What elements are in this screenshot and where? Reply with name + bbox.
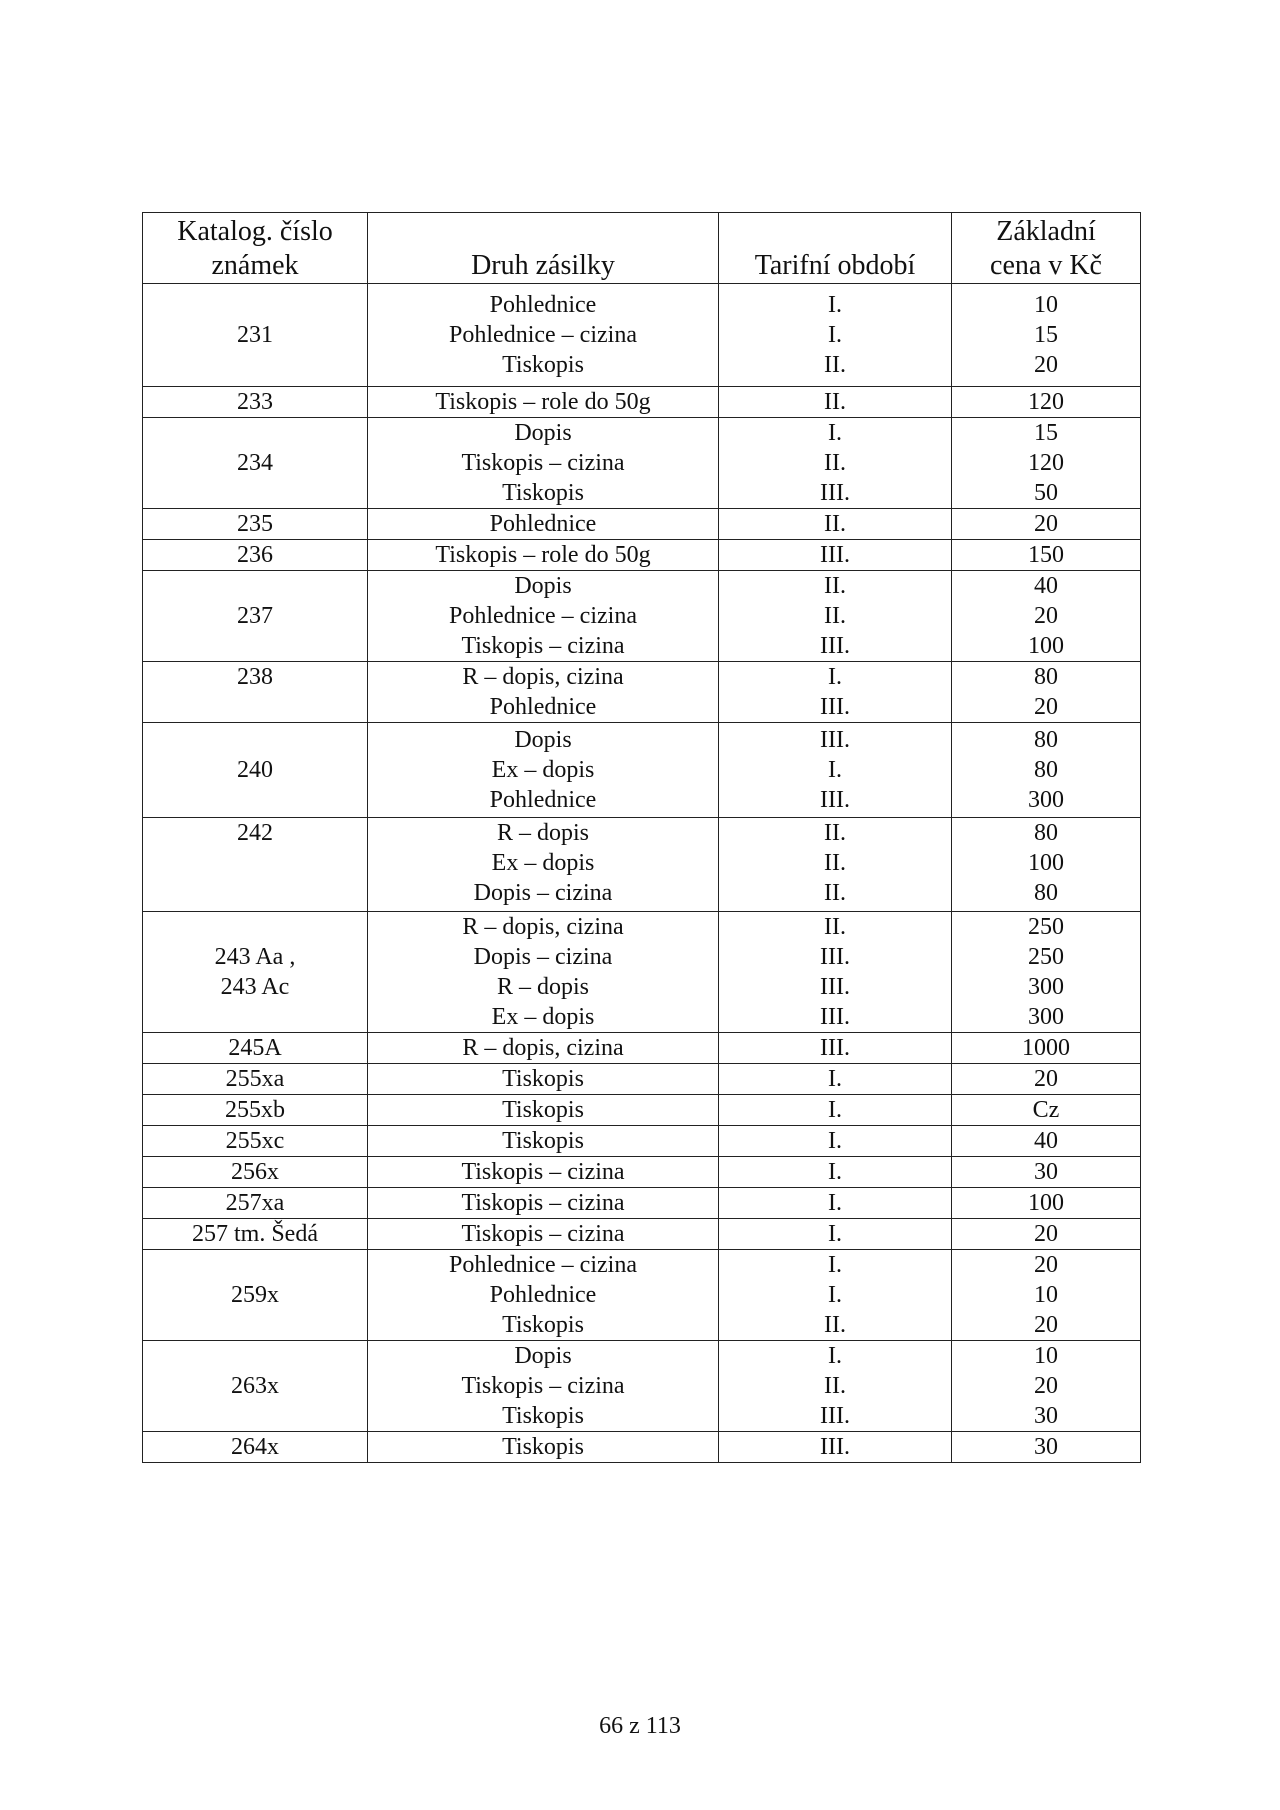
shipment-type-cell-line: Ex – dopis	[491, 757, 595, 783]
shipment-type-cell-line: Pohlednice – cizina	[449, 1252, 637, 1278]
base-price-cell	[952, 1341, 1141, 1432]
tariff-period-cell-line: II.	[824, 352, 846, 378]
tariff-period-cell	[719, 1341, 952, 1432]
table-row	[143, 912, 1141, 1033]
shipment-type-cell-line: Tiskopis	[502, 480, 584, 506]
tariff-period-cell	[719, 418, 952, 509]
tariff-period-cell-line: I.	[828, 420, 842, 446]
base-price-cell-line: 80	[1034, 664, 1058, 690]
shipment-type-cell-line: R – dopis, cizina	[462, 914, 624, 940]
shipment-type-cell	[368, 1341, 719, 1432]
shipment-type-cell-line: Tiskopis	[502, 1312, 584, 1338]
base-price-cell-line: 300	[1028, 1004, 1064, 1030]
base-price-cell-line: 10	[1034, 1282, 1058, 1308]
base-price-cell	[952, 818, 1141, 912]
catalog-number-cell-line: 257 tm. Šedá	[192, 1221, 318, 1247]
tariff-period-cell-line: III.	[820, 974, 850, 1000]
shipment-type-cell	[368, 1188, 719, 1219]
base-price-cell-line: 20	[1034, 1221, 1058, 1247]
shipment-type-cell-line: Pohlednice – cizina	[449, 603, 637, 629]
shipment-type-cell-line: Pohlednice	[489, 694, 597, 720]
shipment-type-cell-line: Tiskopis – cizina	[461, 450, 625, 476]
catalog-number-cell-line: 238	[237, 664, 273, 690]
catalog-number-cell-line: 245A	[228, 1035, 282, 1061]
shipment-type-cell	[368, 912, 719, 1033]
tariff-period-cell	[719, 571, 952, 662]
tariff-period-cell-line: III.	[820, 1434, 850, 1460]
base-price-cell-line: 80	[1034, 757, 1058, 783]
catalog-number-cell-line: 256x	[231, 1159, 279, 1185]
shipment-type-cell-line: Tiskopis	[502, 352, 584, 378]
table-row	[143, 571, 1141, 662]
base-price-cell	[952, 387, 1141, 418]
table-row	[143, 1126, 1141, 1157]
shipment-type-cell	[368, 1432, 719, 1463]
base-price-cell-line: 20	[1034, 1312, 1058, 1338]
shipment-type-cell-line: Tiskopis – cizina	[461, 1190, 625, 1216]
shipment-type-cell-line: Pohlednice	[489, 787, 597, 813]
header-catalog-number: Katalog. číslo známek	[143, 213, 368, 284]
tariff-period-cell-line: III.	[820, 727, 850, 753]
tariff-period-cell-line: II.	[824, 511, 846, 537]
base-price-cell	[952, 1064, 1141, 1095]
tariff-period-cell	[719, 1064, 952, 1095]
tariff-period-cell	[719, 662, 952, 723]
base-price-cell	[952, 1157, 1141, 1188]
tariff-period-cell-line: II.	[824, 603, 846, 629]
base-price-cell-line: 120	[1028, 450, 1064, 476]
shipment-type-cell-line: Tiskopis	[502, 1097, 584, 1123]
shipment-type-cell-line: Pohlednice	[489, 1282, 597, 1308]
shipment-type-cell-line: R – dopis	[496, 820, 589, 846]
base-price-cell-line: 1000	[1022, 1035, 1070, 1061]
tariff-period-cell	[719, 723, 952, 818]
base-price-cell-line: 10	[1034, 292, 1058, 318]
shipment-type-cell-line: Dopis – cizina	[473, 880, 613, 906]
tariff-period-cell-line: II.	[824, 389, 846, 415]
tariff-period-cell-line: III.	[820, 633, 850, 659]
base-price-cell	[952, 1432, 1141, 1463]
catalog-number-cell	[143, 912, 368, 1033]
tariff-period-cell-line: I.	[828, 1343, 842, 1369]
base-price-cell	[952, 540, 1141, 571]
base-price-cell-line: 15	[1034, 420, 1058, 446]
tariff-period-cell	[719, 1432, 952, 1463]
tariff-period-cell-line: I.	[828, 757, 842, 783]
shipment-type-cell-line: Dopis	[514, 573, 572, 599]
shipment-type-cell-line: Tiskopis – cizina	[461, 633, 625, 659]
shipment-type-cell-line: Tiskopis – role do 50g	[435, 542, 651, 568]
catalog-number-cell-line: 231	[237, 322, 273, 348]
tariff-period-cell-line: I.	[828, 1190, 842, 1216]
tariff-period-cell-line: II.	[824, 820, 846, 846]
table-row	[143, 509, 1141, 540]
catalog-number-cell	[143, 1250, 368, 1341]
table-row	[143, 1432, 1141, 1463]
catalog-number-cell	[143, 818, 368, 912]
shipment-type-cell	[368, 818, 719, 912]
catalog-number-cell	[143, 1095, 368, 1126]
header-shipment-type: Druh zásilky	[368, 213, 719, 284]
tariff-period-cell-line: III.	[820, 1035, 850, 1061]
shipment-type-cell-line: Tiskopis	[502, 1403, 584, 1429]
header-base-price: Základní cena v Kč	[952, 213, 1141, 284]
catalog-number-cell	[143, 418, 368, 509]
tariff-period-cell-line: I.	[828, 1282, 842, 1308]
tariff-period-cell	[719, 818, 952, 912]
shipment-type-cell-line: Pohlednice	[489, 511, 597, 537]
table-row	[143, 1064, 1141, 1095]
catalog-number-cell	[143, 387, 368, 418]
table-row	[143, 818, 1141, 912]
catalog-number-cell-line: 234	[237, 450, 273, 476]
tariff-period-cell-line: I.	[828, 664, 842, 690]
catalog-number-cell-line: 237	[237, 603, 273, 629]
catalog-number-cell	[143, 1432, 368, 1463]
shipment-type-cell-line: R – dopis, cizina	[462, 1035, 624, 1061]
tariff-period-cell-line: I.	[828, 1066, 842, 1092]
tariff-period-cell-line: I.	[828, 292, 842, 318]
table-row	[143, 387, 1141, 418]
catalog-number-cell	[143, 509, 368, 540]
shipment-type-cell-line: R – dopis, cizina	[462, 664, 624, 690]
tariff-period-cell	[719, 1188, 952, 1219]
base-price-cell-line: 30	[1034, 1403, 1058, 1429]
catalog-number-cell	[143, 1157, 368, 1188]
base-price-cell-line: 100	[1028, 633, 1064, 659]
base-price-cell-line: 10	[1034, 1343, 1058, 1369]
table-row	[143, 418, 1141, 509]
catalog-number-cell-line: 243 Ac	[220, 974, 290, 1000]
tariff-period-cell	[719, 1033, 952, 1064]
table-row	[143, 1157, 1141, 1188]
catalog-number-cell-line: 233	[237, 389, 273, 415]
base-price-cell-line: 40	[1034, 1128, 1058, 1154]
tariff-period-cell	[719, 284, 952, 387]
shipment-type-cell	[368, 284, 719, 387]
tariff-period-cell-line: III.	[820, 1004, 850, 1030]
shipment-type-cell-line: Dopis	[514, 727, 572, 753]
catalog-number-cell	[143, 723, 368, 818]
shipment-type-cell	[368, 723, 719, 818]
base-price-cell-line: 20	[1034, 511, 1058, 537]
page-number: 66 z 113	[599, 1713, 681, 1739]
catalog-number-cell	[143, 662, 368, 723]
catalog-number-cell-line: 255xb	[225, 1097, 285, 1123]
base-price-cell-line: 20	[1034, 352, 1058, 378]
catalog-number-cell	[143, 1064, 368, 1095]
catalog-number-cell	[143, 1126, 368, 1157]
tariff-period-cell-line: III.	[820, 1403, 850, 1429]
catalog-number-cell-line: 264x	[231, 1434, 279, 1460]
base-price-cell-line: 300	[1028, 787, 1064, 813]
base-price-cell	[952, 509, 1141, 540]
catalog-number-cell	[143, 284, 368, 387]
shipment-type-cell	[368, 1064, 719, 1095]
table-row	[143, 284, 1141, 387]
tariff-period-cell	[719, 387, 952, 418]
table-row	[143, 1219, 1141, 1250]
shipment-type-cell-line: Dopis	[514, 1343, 572, 1369]
shipment-type-cell-line: Dopis – cizina	[473, 944, 613, 970]
tariff-period-cell	[719, 540, 952, 571]
base-price-cell-line: 20	[1034, 694, 1058, 720]
tariff-period-cell-line: II.	[824, 914, 846, 940]
base-price-cell	[952, 1095, 1141, 1126]
shipment-type-cell-line: Ex – dopis	[491, 850, 595, 876]
base-price-cell	[952, 912, 1141, 1033]
base-price-cell	[952, 571, 1141, 662]
catalog-number-cell-line: 242	[237, 820, 273, 846]
shipment-type-cell-line: Tiskopis – cizina	[461, 1373, 625, 1399]
base-price-cell-line: 100	[1028, 1190, 1064, 1216]
shipment-type-cell	[368, 1250, 719, 1341]
base-price-cell-line: 15	[1034, 322, 1058, 348]
tariff-period-cell-line: III.	[820, 694, 850, 720]
table-row	[143, 1033, 1141, 1064]
shipment-type-cell	[368, 1219, 719, 1250]
base-price-cell-line: 250	[1028, 944, 1064, 970]
shipment-type-cell-line: Pohlednice – cizina	[449, 322, 637, 348]
catalog-number-cell-line: 236	[237, 542, 273, 568]
shipment-type-cell	[368, 571, 719, 662]
base-price-cell-line: 250	[1028, 914, 1064, 940]
tariff-period-cell	[719, 1095, 952, 1126]
tariff-period-cell-line: I.	[828, 1221, 842, 1247]
base-price-cell-line: 150	[1028, 542, 1064, 568]
catalog-number-cell-line: 235	[237, 511, 273, 537]
base-price-cell	[952, 284, 1141, 387]
tariff-period-cell-line: III.	[820, 787, 850, 813]
shipment-type-cell	[368, 1157, 719, 1188]
tariff-period-cell-line: I.	[828, 1252, 842, 1278]
base-price-cell-line: Cz	[1032, 1097, 1060, 1123]
shipment-type-cell-line: Ex – dopis	[491, 1004, 595, 1030]
shipment-type-cell-line: Tiskopis	[502, 1128, 584, 1154]
catalog-number-cell-line: 255xc	[225, 1128, 285, 1154]
base-price-cell-line: 20	[1034, 1373, 1058, 1399]
table-row	[143, 1188, 1141, 1219]
base-price-cell	[952, 723, 1141, 818]
catalog-number-cell-line: 259x	[231, 1282, 279, 1308]
shipment-type-cell-line: Pohlednice	[489, 292, 597, 318]
catalog-number-cell-line: 263x	[231, 1373, 279, 1399]
catalog-number-cell	[143, 540, 368, 571]
tariff-period-cell-line: I.	[828, 322, 842, 348]
base-price-cell-line: 30	[1034, 1159, 1058, 1185]
catalog-number-cell-line: 257xa	[225, 1190, 285, 1216]
base-price-cell-line: 20	[1034, 603, 1058, 629]
base-price-cell-line: 120	[1028, 389, 1064, 415]
catalog-number-cell	[143, 1188, 368, 1219]
table-row	[143, 1250, 1141, 1341]
base-price-cell-line: 80	[1034, 880, 1058, 906]
shipment-type-cell	[368, 662, 719, 723]
tariff-period-cell-line: III.	[820, 944, 850, 970]
base-price-cell	[952, 1250, 1141, 1341]
tariff-period-cell	[719, 1219, 952, 1250]
base-price-cell-line: 50	[1034, 480, 1058, 506]
base-price-cell	[952, 1188, 1141, 1219]
base-price-cell-line: 100	[1028, 850, 1064, 876]
shipment-type-cell	[368, 540, 719, 571]
tariff-period-cell	[719, 1250, 952, 1341]
catalog-number-cell	[143, 1219, 368, 1250]
base-price-cell	[952, 1219, 1141, 1250]
shipment-type-cell-line: Tiskopis	[502, 1066, 584, 1092]
tariff-period-cell-line: III.	[820, 542, 850, 568]
catalog-table	[142, 212, 1141, 1463]
shipment-type-cell-line: Tiskopis – cizina	[461, 1221, 625, 1247]
base-price-cell	[952, 1033, 1141, 1064]
tariff-period-cell-line: II.	[824, 573, 846, 599]
header-tariff-period: Tarifní období	[719, 213, 952, 284]
tariff-period-cell-line: II.	[824, 850, 846, 876]
base-price-cell-line: 80	[1034, 820, 1058, 846]
shipment-type-cell	[368, 1126, 719, 1157]
tariff-period-cell-line: II.	[824, 1312, 846, 1338]
tariff-period-cell-line: I.	[828, 1159, 842, 1185]
header-row	[143, 213, 1141, 284]
tariff-period-cell	[719, 1126, 952, 1157]
table-header	[143, 213, 1141, 284]
shipment-type-cell	[368, 418, 719, 509]
table-row	[143, 1341, 1141, 1432]
table-row	[143, 662, 1141, 723]
catalog-number-cell-line: 240	[237, 757, 273, 783]
base-price-cell-line: 30	[1034, 1434, 1058, 1460]
shipment-type-cell-line: Dopis	[514, 420, 572, 446]
catalog-number-cell	[143, 1033, 368, 1064]
tariff-period-cell	[719, 509, 952, 540]
shipment-type-cell	[368, 509, 719, 540]
tariff-period-cell-line: I.	[828, 1128, 842, 1154]
shipment-type-cell	[368, 1095, 719, 1126]
tariff-period-cell-line: II.	[824, 1373, 846, 1399]
catalog-number-cell-line: 243 Aa ,	[214, 944, 296, 970]
catalog-number-cell	[143, 1341, 368, 1432]
table-row	[143, 1095, 1141, 1126]
tariff-period-cell-line: III.	[820, 480, 850, 506]
table-body	[143, 284, 1141, 1463]
shipment-type-cell-line: Tiskopis	[502, 1434, 584, 1460]
tariff-period-cell-line: I.	[828, 1097, 842, 1123]
tariff-period-cell	[719, 1157, 952, 1188]
table-row	[143, 723, 1141, 818]
base-price-cell	[952, 662, 1141, 723]
shipment-type-cell	[368, 387, 719, 418]
shipment-type-cell	[368, 1033, 719, 1064]
shipment-type-cell-line: R – dopis	[496, 974, 589, 1000]
tariff-period-cell	[719, 912, 952, 1033]
tariff-period-cell-line: II.	[824, 450, 846, 476]
shipment-type-cell-line: Tiskopis – role do 50g	[435, 389, 651, 415]
base-price-cell-line: 80	[1034, 727, 1058, 753]
shipment-type-cell-line: Tiskopis – cizina	[461, 1159, 625, 1185]
base-price-cell	[952, 1126, 1141, 1157]
base-price-cell-line: 40	[1034, 573, 1058, 599]
tariff-period-cell-line: II.	[824, 880, 846, 906]
base-price-cell-line: 20	[1034, 1066, 1058, 1092]
base-price-cell-line: 20	[1034, 1252, 1058, 1278]
base-price-cell-line: 300	[1028, 974, 1064, 1000]
table-row	[143, 540, 1141, 571]
catalog-number-cell	[143, 571, 368, 662]
catalog-number-cell-line: 255xa	[225, 1066, 285, 1092]
base-price-cell	[952, 418, 1141, 509]
